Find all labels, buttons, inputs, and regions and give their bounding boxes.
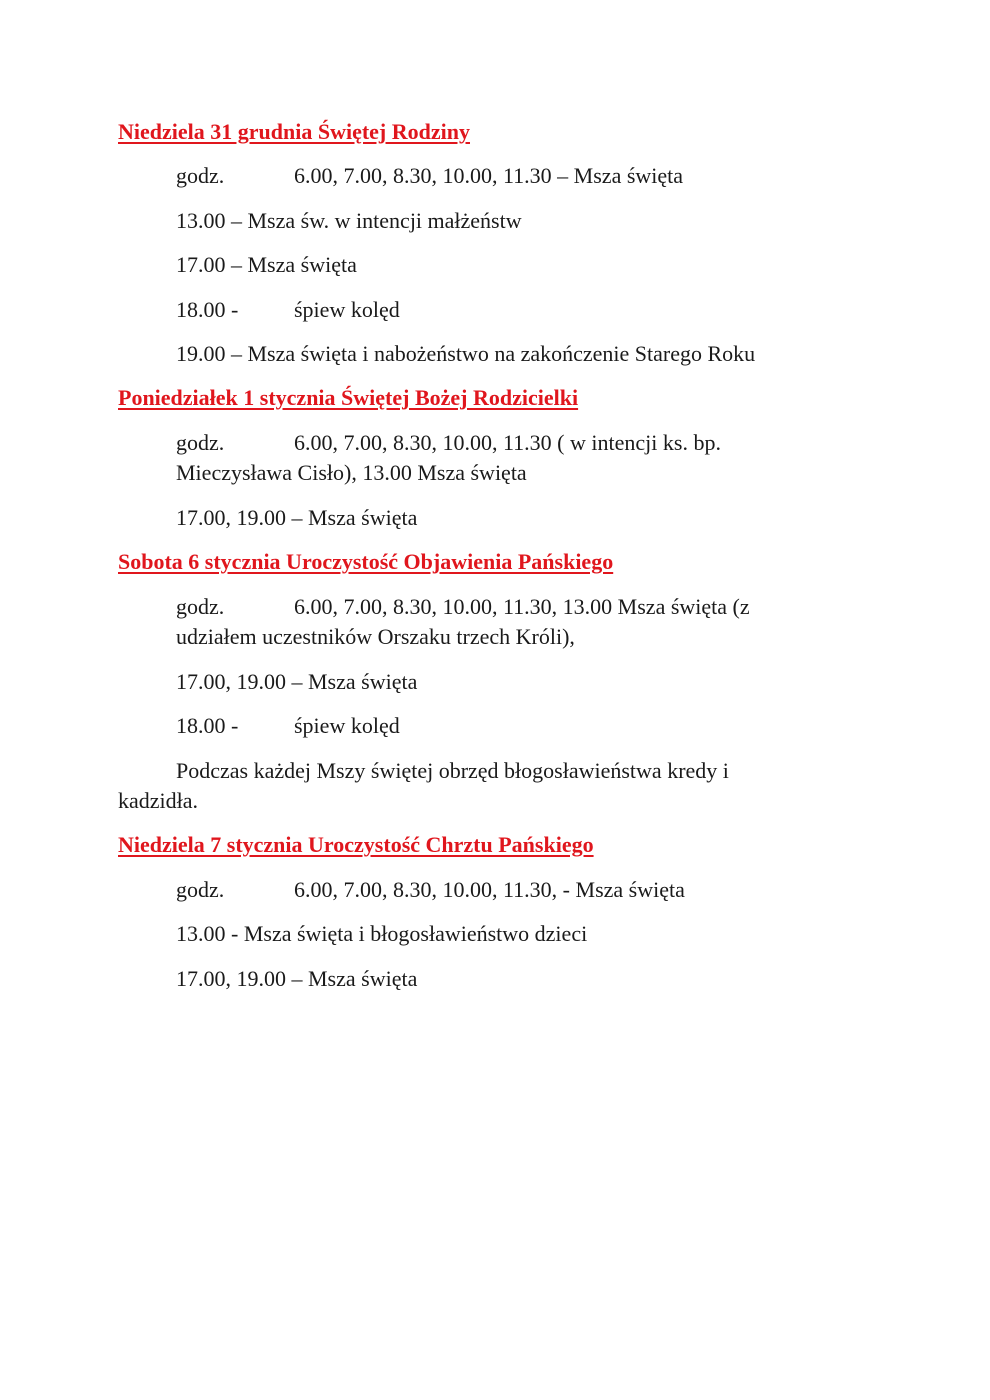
line-text: śpiew kolęd (294, 297, 400, 322)
paragraph-line: kadzidła. (118, 788, 199, 813)
schedule-line (176, 296, 400, 324)
schedule-line: 17.00 – Msza święta (176, 252, 357, 277)
line-label: 18.00 - (176, 713, 239, 738)
paragraph-line: Podczas każdej Mszy świętej obrzęd błogosławieństwa kredy i (176, 758, 729, 783)
section-heading: Poniedziałek 1 stycznia Świętej Bożej Rodzicielki (118, 385, 579, 410)
line-label: godz. (176, 430, 225, 455)
section-heading: Sobota 6 stycznia Uroczystość Objawienia Pańskiego (118, 549, 614, 574)
line-label: godz. (176, 163, 225, 188)
line-text: 6.00, 7.00, 8.30, 10.00, 11.30 ( w intencji ks. bp. (294, 430, 721, 455)
line-label: godz. (176, 594, 225, 619)
schedule-line: Mieczysława Cisło), 13.00 Msza święta (176, 460, 527, 485)
line-text: 6.00, 7.00, 8.30, 10.00, 11.30, - Msza święta (294, 877, 685, 902)
schedule-line (176, 593, 750, 621)
line-label: godz. (176, 877, 225, 902)
line-text: śpiew kolęd (294, 713, 400, 738)
schedule-line (176, 162, 683, 190)
section-heading: Niedziela 7 stycznia Uroczystość Chrztu Pańskiego (118, 832, 594, 857)
schedule-line (176, 876, 685, 904)
schedule-line: 17.00, 19.00 – Msza święta (176, 966, 418, 991)
schedule-line: udziałem uczestników Orszaku trzech Króli), (176, 624, 575, 649)
schedule-line: 17.00, 19.00 – Msza święta (176, 505, 418, 530)
schedule-line (176, 712, 400, 740)
line-text: 6.00, 7.00, 8.30, 10.00, 11.30 – Msza święta (294, 163, 684, 188)
schedule-line: 13.00 – Msza św. w intencji małżeństw (176, 208, 522, 233)
line-text: 6.00, 7.00, 8.30, 10.00, 11.30, 13.00 Msza święta (z (294, 594, 750, 619)
section-heading: Niedziela 31 grudnia Świętej Rodziny (118, 119, 470, 144)
line-label: 18.00 - (176, 297, 239, 322)
schedule-line (176, 429, 721, 457)
schedule-line: 17.00, 19.00 – Msza święta (176, 669, 418, 694)
schedule-line: 19.00 – Msza święta i nabożeństwo na zakończenie Starego Roku (176, 341, 756, 366)
schedule-line: 13.00 - Msza święta i błogosławieństwo dzieci (176, 921, 588, 946)
